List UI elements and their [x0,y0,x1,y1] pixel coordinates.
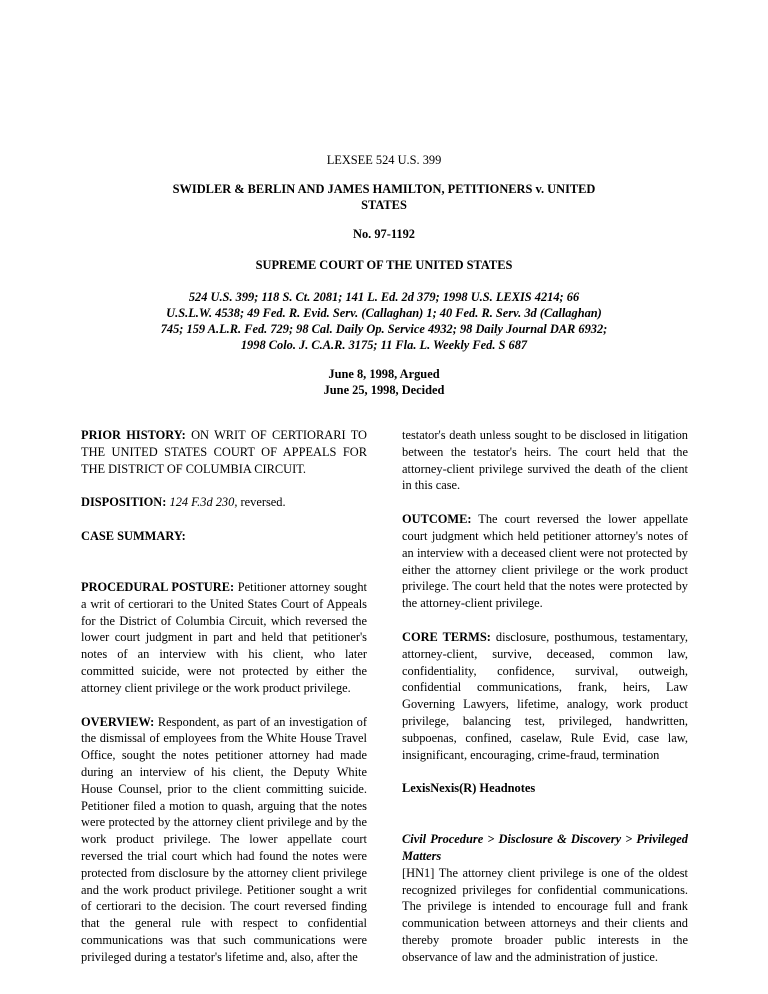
headnotes-label: LexisNexis(R) Headnotes [402,781,536,796]
case-title: SWIDLER & BERLIN AND JAMES HAMILTON, PETITIONERS v. UNITED STATES [172,182,596,212]
headnote-topic[interactable]: Civil Procedure > Disclosure & Discovery > Privileged Matters [402,832,688,863]
disposition-cite: 124 F.3d 230, [169,495,238,510]
core-terms-label: CORE TERMS: [402,629,491,644]
overview-continued: testator's death unless sought to be disclosed in litigation between the testator's heirs. The court held that the attorney-client privilege survived the death of the client in this case. [402,428,688,493]
core-terms-text: disclosure, posthumous, testamentary, attorney-client, survive, deceased, common law, confidentiality, confidence, survival, outweigh, confidential communications, frank, heirs, Law Governing Lawyers, lifetime, analogy, work product privilege, balancing test, privileged, handwritten, subpoenas, confined, caselaw, Rule Evid, case law, insignificant, encouraging, crime-fraud, termination [402,629,688,762]
docket-number: No. 97-1192 [353,227,415,241]
left-column [81,427,367,983]
decided-date: June 25, 1998, Decided [323,383,445,397]
procedural-posture [81,579,367,697]
citation-line: 745; 159 A.L.R. Fed. 729; 98 Cal. Daily Op. Service 4932; 98 Daily Journal DAR 6932; [160,322,608,336]
procedural-posture-label: PROCEDURAL POSTURE: [81,579,235,594]
right-column [402,427,688,983]
procedural-posture-text: Petitioner attorney sought a writ of certiorari to the United States Court of Appeals for the District of Columbia Circuit, which reversed the lower court judgment in part and held that petitioner's notes of an interview with his client, who later committed suicide, were not protected by either the attorney client privilege or the work product privilege. [81,579,367,695]
core-terms [402,629,688,763]
case-summary-label: CASE SUMMARY: [81,529,186,544]
citation-line: 1998 Colo. J. C.A.R. 3175; 11 Fla. L. Weekly Fed. S 687 [240,338,528,352]
overview-text: Respondent, as part of an investigation of the dismissal of employees from the White House Travel Office, sought the notes petitioner attorney had made during an interview of his client, the Deputy White House Counsel, prior to the client committing suicide. Petitioner filed a motion to quash, arguing that the notes were protected by the attorney client privilege and by the work product privilege. The lower appellate court reversed the trial court which had found the notes were protected from disclosure by the attorney client privilege and the work product privilege. Petitioner sought a writ of certiorari to the decision. The court reversed finding that the general rule with respect to confidential communications was that such communications were privileged during a testator's lifetime and, also, after the [81,714,367,964]
disposition-label: DISPOSITION: [81,495,167,510]
case-summary [81,528,367,545]
headnote-text: [HN1] The attorney client privilege is one of the oldest recognized privileges for confidential communications. The privilege is intended to encourage full and frank communication between attorneys and their clients and thereby promote broader public interests in the observance of law and the administration of justice. [402,865,688,964]
outcome-text: The court reversed the lower appellate court judgment which held petitioner attorney's notes of an interview with a deceased client were not protected by either the attorney client privilege or the work product privilege. The court held that the notes were protected by the attorney-client privilege. [402,512,688,611]
outcome [402,511,688,612]
headnotes [402,780,688,797]
outcome-label: OUTCOME: [402,512,472,527]
disposition [81,494,367,511]
prior-history [81,427,367,477]
lexsee-citation: LEXSEE 524 U.S. 399 [326,153,442,167]
disposition-text: reversed. [237,495,286,510]
court-name: SUPREME COURT OF THE UNITED STATES [255,258,513,272]
prior-history-text: ON WRIT OF CERTIORARI TO THE UNITED STATES COURT OF APPEALS FOR THE DISTRICT OF COLUMBIA CIRCUIT. [81,428,367,476]
citation-line: U.S.L.W. 4538; 49 Fed. R. Evid. Serv. (Callaghan) 1; 40 Fed. R. Serv. 3d (Callaghan) [166,306,602,320]
prior-history-label: PRIOR HISTORY: [81,428,186,442]
reporter-citations [80,289,688,353]
overview [81,714,367,966]
headnote-1 [402,831,688,965]
citation-line: 524 U.S. 399; 118 S. Ct. 2081; 141 L. Ed. 2d 379; 1998 U.S. LEXIS 4214; 66 [188,290,580,304]
argued-date: June 8, 1998, Argued [328,367,440,381]
overview-label: OVERVIEW: [81,714,155,729]
